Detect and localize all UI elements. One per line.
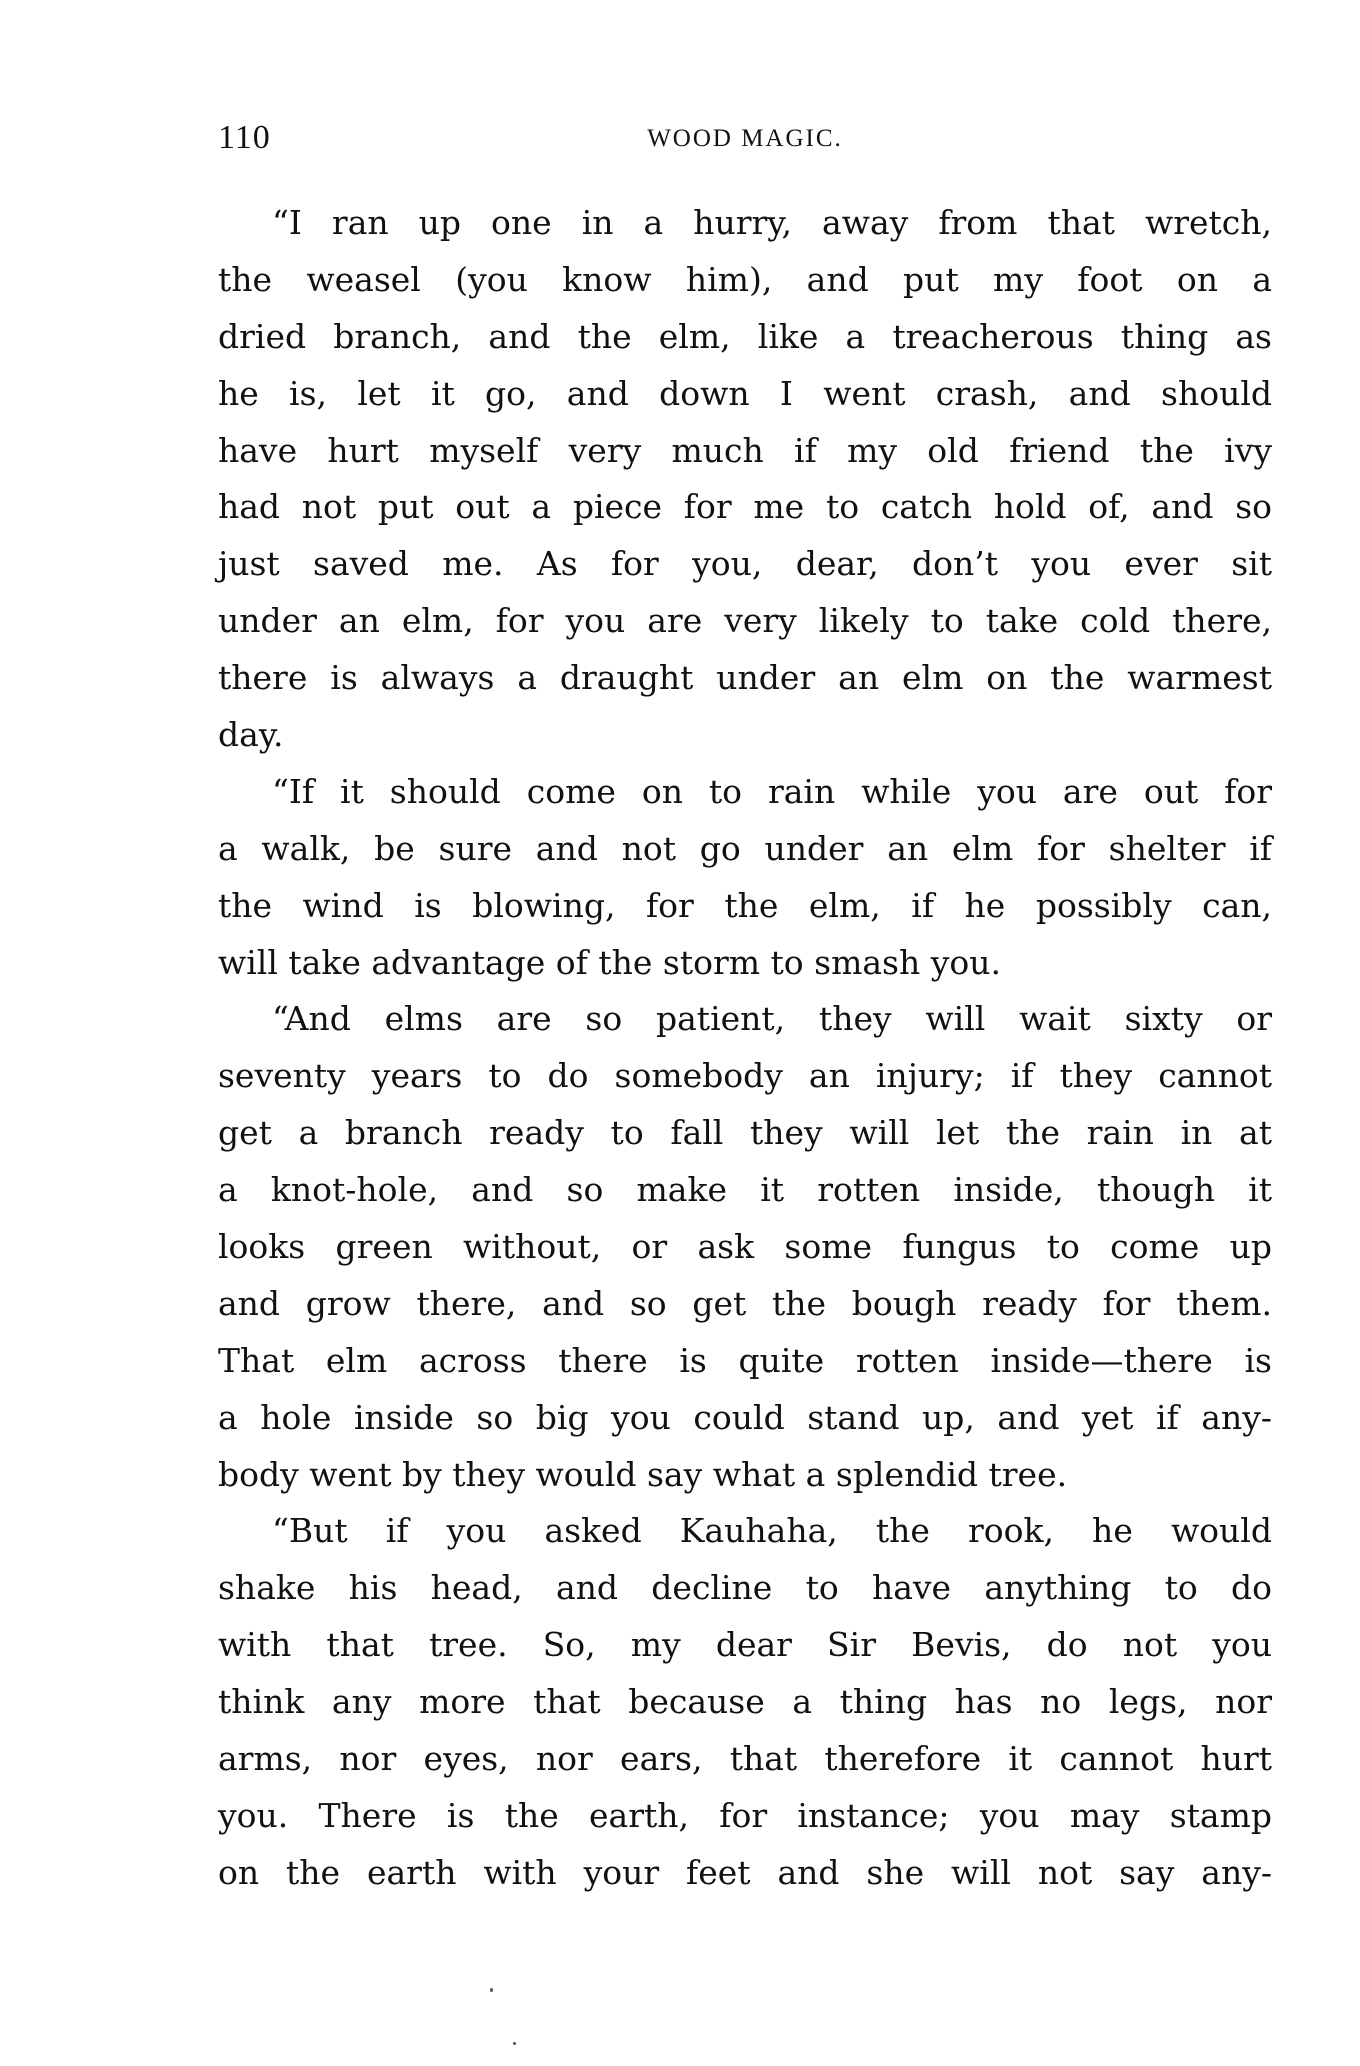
text-line: shake his head, and decline to have anything to do [218, 1568, 1272, 1608]
text-line: under an elm, for you are very likely to take cold there, [218, 601, 1272, 641]
body-text [218, 195, 1272, 1902]
text-line: “And elms are so patient, they will wait sixty or [272, 999, 1272, 1039]
page-header [218, 118, 1272, 158]
text-line: on the earth with your feet and she will not say any- [218, 1852, 1272, 1892]
text-line: and grow there, and so get the bough ready for them. [218, 1283, 1272, 1323]
text-line: there is always a draught under an elm on the warmest [218, 658, 1272, 698]
text-line: you. There is the earth, for instance; you may stamp [218, 1795, 1272, 1835]
text-line: body went by they would say what a splendid tree. [218, 1454, 1068, 1494]
text-line: That elm across there is quite rotten inside—there is [218, 1340, 1272, 1380]
text-line: a knot-hole, and so make it rotten inside, though it [218, 1170, 1272, 1210]
page-number: 110 [218, 119, 271, 156]
text-line: a walk, be sure and not go under an elm for shelter if [218, 828, 1272, 868]
text-line: think any more that because a thing has no legs, nor [218, 1682, 1272, 1722]
text-line: the wind is blowing, for the elm, if he possibly can, [218, 885, 1272, 925]
text-line: seventy years to do somebody an injury; if they cannot [218, 1056, 1272, 1096]
text-line: “If it should come on to rain while you are out for [272, 771, 1272, 811]
text-line: will take advantage of the storm to smash you. [218, 942, 1001, 982]
text-line: have hurt myself very much if my old friend the ivy [218, 430, 1272, 470]
text-line: dried branch, and the elm, like a treacherous thing as [218, 316, 1272, 356]
text-line: get a branch ready to fall they will let the rain in at [218, 1113, 1272, 1153]
text-line: arms, nor eyes, nor ears, that therefore it cannot hurt [218, 1739, 1272, 1779]
text-line: with that tree. So, my dear Sir Bevis, do not you [218, 1625, 1272, 1665]
text-line: just saved me. As for you, dear, don’t you ever sit [218, 544, 1272, 584]
running-title: WOOD MAGIC. [647, 125, 843, 152]
text-line: had not put out a piece for me to catch hold of, and so [218, 487, 1272, 527]
text-line: a hole inside so big you could stand up, and yet if any- [218, 1397, 1272, 1437]
ink-speck [513, 2042, 516, 2045]
text-line: he is, let it go, and down I went crash, and should [218, 373, 1272, 413]
text-line: “I ran up one in a hurry, away from that wretch, [272, 203, 1272, 242]
text-line: the weasel (you know him), and put my foot on a [218, 259, 1272, 299]
text-line: “But if you asked Kauhaha, the rook, he would [272, 1511, 1272, 1551]
text-line: day. [218, 715, 284, 755]
text-line: looks green without, or ask some fungus to come up [218, 1227, 1272, 1267]
ink-speck [490, 1988, 493, 1992]
